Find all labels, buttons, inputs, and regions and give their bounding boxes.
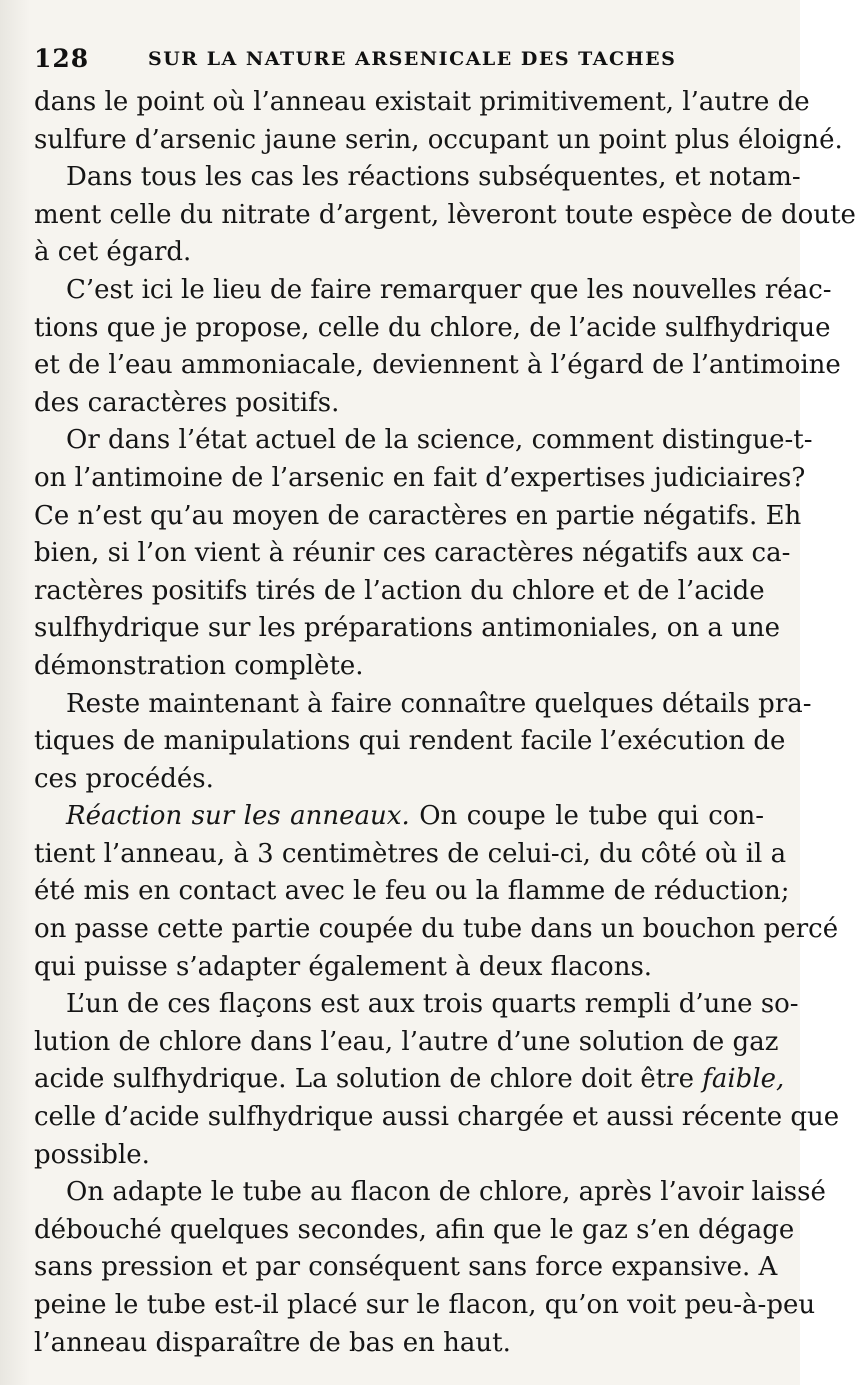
running-head: SUR LA NATURE ARSENICALE DES TACHES xyxy=(148,48,677,70)
text-line: été mis en contact avec le feu ou la flamme de réduction; xyxy=(34,876,790,907)
text-line: L’un de ces flaçons est aux trois quarts rempli d’une so- xyxy=(66,989,799,1020)
page-number: 128 xyxy=(34,44,90,73)
text-line: tient l’anneau, à 3 centimètres de celui-ci, du côté où il a xyxy=(34,838,787,869)
text-line: C’est ici le lieu de faire remarquer que les nouvelles réac- xyxy=(66,274,832,305)
text-line: bien, si l’on vient à réunir ces caractères négatifs aux ca- xyxy=(34,538,791,569)
body-text xyxy=(34,84,856,1362)
text-line: peine le tube est-il placé sur le flacon, qu’on voit peu-à-peu xyxy=(34,1290,816,1320)
text-line: l’anneau disparaître de bas en haut. xyxy=(34,1327,511,1358)
text-line: Réaction sur les anneaux. On coupe le tube qui con- xyxy=(66,801,764,832)
text-line: Or dans l’état actuel de la science, comment distingue-t- xyxy=(66,425,813,456)
text-line: des caractères positifs. xyxy=(34,387,340,418)
text-line: démonstration complète. xyxy=(34,650,364,681)
page-header xyxy=(34,44,764,80)
text-line: celle d’acide sulfhydrique aussi chargée et aussi récente que xyxy=(34,1102,840,1133)
text-line: possible. xyxy=(34,1139,150,1170)
page-gutter-shadow xyxy=(0,0,30,1385)
text-line: ractères positifs tirés de l’action du chlore et de l’acide xyxy=(34,575,765,606)
text-line: ces procédés. xyxy=(34,763,214,794)
text-line: dans le point où l’anneau existait primitivement, l’autre de xyxy=(34,87,810,117)
text-line: lution de chlore dans l’eau, l’autre d’une solution de gaz xyxy=(34,1026,779,1057)
text-line: sulfure d’arsenic jaune serin, occupant un point plus éloigné. xyxy=(34,124,843,155)
text-line: ment celle du nitrate d’argent, lèveront toute espèce de doute xyxy=(34,199,856,230)
text-line: qui puisse s’adapter également à deux flacons. xyxy=(34,951,653,982)
text-line: et de l’eau ammoniacale, deviennent à l’égard de l’antimoine xyxy=(34,350,841,381)
text-line: On adapte le tube au flacon de chlore, après l’avoir laissé xyxy=(66,1177,826,1208)
text-line: Dans tous les cas les réactions subséquentes, et notam- xyxy=(66,162,801,193)
text-line: tions que je propose, celle du chlore, de l’acide sulfhydrique xyxy=(34,312,831,343)
text-line: Ce n’est qu’au moyen de caractères en partie négatifs. Eh xyxy=(34,500,802,531)
text-line: tiques de manipulations qui rendent facile l’exécution de xyxy=(34,726,786,757)
text-line: sans pression et par conséquent sans force expansive. A xyxy=(34,1252,778,1283)
text-line: débouché quelques secondes, afin que le gaz s’en dégage xyxy=(34,1214,795,1245)
section-run-in-heading: Réaction sur les anneaux. xyxy=(66,801,410,832)
emphasis: faible, xyxy=(702,1064,785,1095)
text-line: on l’antimoine de l’arsenic en fait d’expertises judiciaires? xyxy=(34,462,806,493)
text-line: Reste maintenant à faire connaître quelques détails pra- xyxy=(66,688,812,719)
text-line: on passe cette partie coupée du tube dans un bouchon percé xyxy=(34,914,839,945)
text-line: à cet égard. xyxy=(34,237,192,268)
text-line: sulfhydrique sur les préparations antimoniales, on a une xyxy=(34,613,781,644)
text-line: acide sulfhydrique. La solution de chlore doit être faible, xyxy=(34,1064,785,1095)
